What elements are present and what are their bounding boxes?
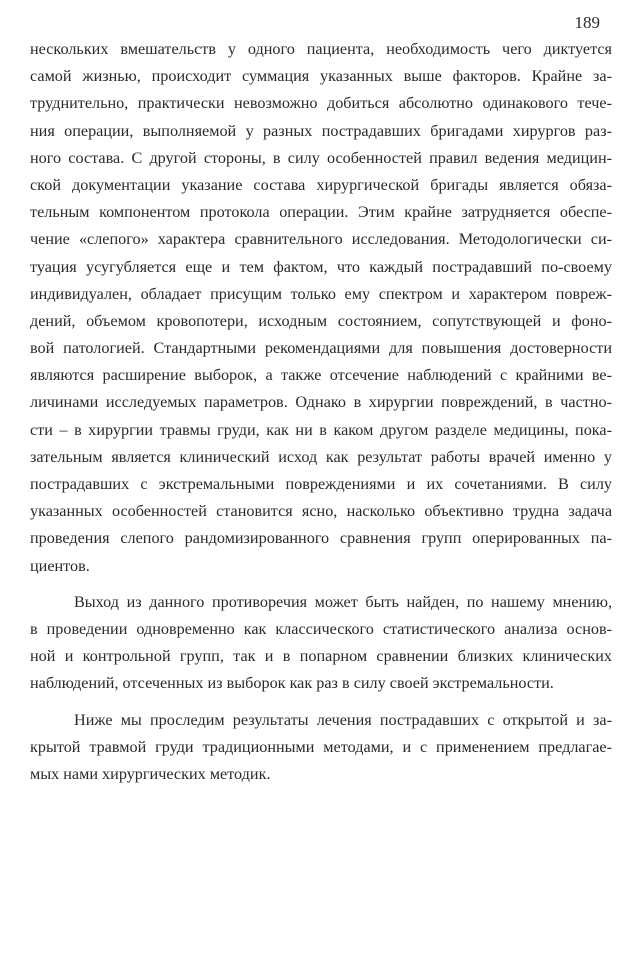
text-line: сти – в хирургии травмы груди, как ни в каком другом разделе медицины, пока- [30, 420, 612, 439]
text-line: указанных особенностей становится ясно, насколько объективно трудна задача [30, 502, 612, 521]
text-line: в проведении одновременно как классического статистического анализа основ- [30, 619, 612, 638]
text-line: туация усугубляется еще и тем фактом, что каждый пострадавший по-своему [30, 257, 612, 276]
text-line: проведения слепого рандомизированного сравнения групп оперированных па- [30, 529, 612, 548]
text-line: ной и контрольной групп, так и в попарном сравнении близких клинических [30, 647, 612, 666]
text-line: нескольких вмешательств у одного пациента, необходимость чего диктуется [30, 40, 612, 58]
text-line: чение «слепого» характера сравнительного исследования. Методологически си- [30, 230, 612, 249]
text-line: вой патологией. Стандартными рекомендациями для повышения достоверности [30, 339, 612, 358]
text-line: являются расширение выборок, а также отсечение наблюдений с крайними ве- [30, 366, 612, 385]
paragraph [30, 36, 612, 580]
text-line: личинами исследуемых параметров. Однако в хирургии повреждений, в частно- [30, 393, 612, 412]
paragraph [30, 589, 612, 698]
text-line: крытой травмой груди традиционными методами, и с применением предлагае- [30, 737, 612, 756]
paragraph-spacer [30, 580, 612, 589]
text-line: мых нами хирургических методик. [30, 764, 271, 783]
text-line: Ниже мы проследим результаты лечения пострадавших с открытой и за- [74, 710, 612, 729]
text-line: ного состава. С другой стороны, в силу особенностей правил ведения медицин- [30, 148, 612, 167]
text-line: ской документации указание состава хирургической бригады является обяза- [30, 175, 612, 194]
text-line: труднительно, практически невозможно добиться абсолютно одинакового тече- [30, 94, 612, 113]
paragraph-spacer [30, 698, 612, 707]
text-line: зательным является клинический исход как результат работы врачей именно у [30, 447, 612, 466]
page-body [30, 36, 612, 788]
page-number: 189 [574, 13, 600, 32]
text-line: тельным компонентом протокола операции. Этим крайне затрудняется обеспе- [30, 203, 612, 222]
text-line: дений, объемом кровопотери, исходным состоянием, сопутствующей и фоно- [30, 311, 612, 330]
text-line: пострадавших с экстремальными повреждениями и их сочетаниями. В силу [30, 475, 612, 493]
paragraph [30, 707, 612, 789]
text-line: циентов. [30, 556, 90, 575]
text-line: Выход из данного противоречия может быть найден, по нашему мнению, [74, 592, 612, 611]
text-line: индивидуален, обладает присущим только ему спектром и характером повреж- [30, 284, 612, 303]
text-line: наблюдений, отсеченных из выборок как раз в силу своей экстремальности. [30, 674, 554, 693]
text-line: ния операции, выполняемой у разных пострадавших бригадами хирургов раз- [30, 121, 612, 140]
text-line: самой жизнью, происходит суммация указанных выше факторов. Крайне за- [30, 67, 612, 86]
